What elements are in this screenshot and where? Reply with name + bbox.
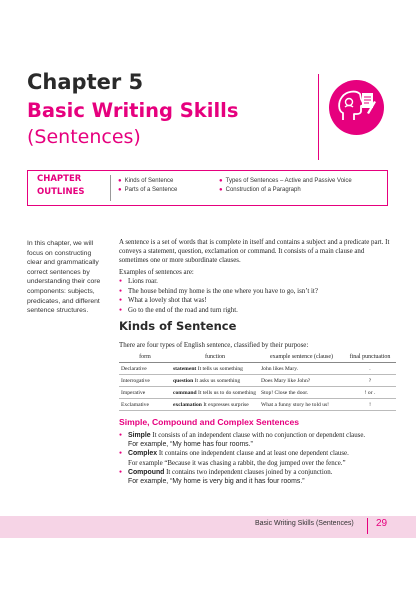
example-text: For example, “My home is very big and it has four rooms.” [128, 478, 305, 486]
table-cell: Interrogative [119, 375, 171, 387]
table-cell: exclamation It expresses surprise [171, 399, 259, 411]
outline-item: ● Kinds of Sentence [118, 178, 174, 184]
table-cell: statement It tells us something [171, 363, 259, 375]
outline-item: ● Types of Sentences – Active and Passive Voice [219, 178, 352, 184]
list-item: ● What a lovely shot that was! [119, 296, 395, 306]
table-cell: Imperative [119, 387, 171, 399]
table-cell: . [344, 363, 396, 375]
footer-separator [367, 518, 368, 534]
kinds-intro: There are four types of English sentence, classified by their purpose: [119, 342, 309, 349]
heading-divider [318, 74, 319, 160]
column-header: form [119, 353, 171, 363]
list-item: ● Compound It contains two independent clauses joined by a conjunction. [119, 468, 397, 477]
table-cell: ! or . [344, 387, 396, 399]
table-row [119, 399, 396, 411]
list-item: ● Lions roar. [119, 277, 395, 287]
table-cell: ! [344, 399, 396, 411]
intro-paragraph: A sentence is a set of words that is complete in itself and contains a subject and a predicate part. It conveys a statement, question, exclamation or command. It consists of a main clause and sometimes one or more subordinate clauses. [119, 239, 390, 265]
table-row [119, 375, 396, 387]
list-item: ● Go to the end of the road and turn right. [119, 306, 395, 316]
outline-item: ● Parts of a Sentence [118, 187, 178, 193]
sentence-kinds-table [119, 353, 396, 411]
section-heading-kinds: Kinds of Sentence [119, 319, 237, 333]
table-cell: Declarative [119, 363, 171, 375]
table-row [119, 363, 396, 375]
table-cell: Does Mary like John? [259, 375, 344, 387]
chapter-outlines-label: CHAPTER OUTLINES [37, 174, 85, 197]
table-cell: Stop! Close the door. [259, 387, 344, 399]
footer-title: Basic Writing Skills (Sentences) [255, 520, 354, 527]
example-text: For example “Because it was chasing a rabbit, the dog jumped over the fence.” [128, 459, 346, 467]
outline-separator [110, 175, 111, 201]
example-text: For example, “My home has four rooms.” [128, 441, 253, 449]
head-with-document-icon [329, 80, 384, 135]
table-cell: command It tells us to do something [171, 387, 259, 399]
outline-item: ● Construction of a Paragraph [219, 187, 301, 193]
table-cell: question It asks us something [171, 375, 259, 387]
chapter-title: Basic Writing Skills [27, 99, 239, 122]
examples-list [119, 277, 395, 315]
list-item: ● Complex It contains one independent clause and at least one dependent clause. [119, 449, 397, 458]
section-heading-structures: Simple, Compound and Complex Sentences [119, 417, 300, 427]
table-row [119, 387, 396, 399]
chapter-subtitle: (Sentences) [27, 126, 141, 148]
table-cell: John likes Mary. [259, 363, 344, 375]
chapter-label: Chapter 5 [27, 70, 144, 94]
table-cell: ? [344, 375, 396, 387]
table-header-row [119, 353, 396, 363]
column-header: function [171, 353, 259, 363]
examples-label: Examples of sentences are: [119, 269, 194, 276]
list-item: ● The house behind my home is the one where you have to go, isn’t it? [119, 287, 395, 297]
table-cell: What a funny story he told us! [259, 399, 344, 411]
column-header: final punctuation [344, 353, 396, 363]
chapter-intro-note: In this chapter, we will focus on constructing clear and grammatically correct sentences by understanding their core components: subjects, predicates, and different sentence structures. [27, 240, 101, 315]
list-item: ● Simple It consists of an independent clause with no conjunction or dependent clause. [119, 431, 397, 440]
table-cell: Exclamative [119, 399, 171, 411]
page-number: 29 [376, 518, 388, 529]
structures-list [119, 431, 397, 486]
column-header: example sentence (clause) [259, 353, 344, 363]
